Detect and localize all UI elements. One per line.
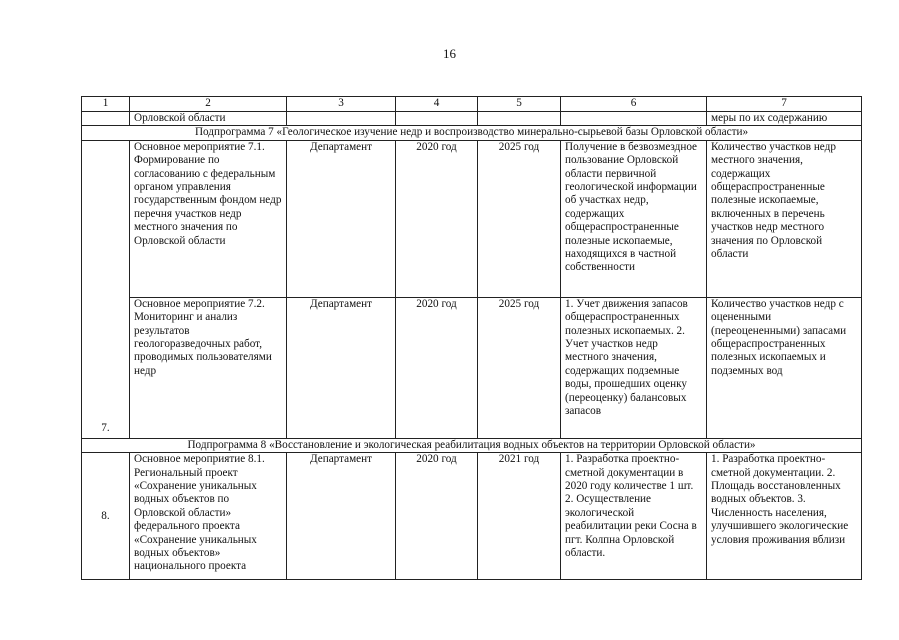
start-year-cell: 2020 год xyxy=(396,297,478,438)
executor-cell: Департамент xyxy=(287,453,396,580)
activity-cell: Основное мероприятие 7.1. Формирование по согласованию с федеральным органом управления государственным фондом недр перечня участков недр местного значения по Орловской области xyxy=(130,140,287,297)
table-row xyxy=(82,140,862,297)
continuation-indicator: меры по их содержанию xyxy=(707,112,862,126)
header-cell-7: 7 xyxy=(707,97,862,112)
indicator-cell: 1. Разработка проектно-сметной документации. 2. Площадь восстановленных водных объектов. 3. Численность населения, улучшившего экологические условия проживания вблизи xyxy=(707,453,862,580)
indicator-cell: Количество участков недр с оцененными (переоцененными) запасами общераспространенных полезных ископаемых и подземных вод xyxy=(707,297,862,438)
result-cell: Получение в безвозмездное пользование Орловской области первичной геологической информации об участках недр, содержащих общераспространенные полезные ископаемые, находящихся в частной собственности xyxy=(561,140,707,297)
continuation-cell-5 xyxy=(478,112,561,126)
header-cell-1: 1 xyxy=(82,97,130,112)
executor-cell: Департамент xyxy=(287,140,396,297)
subprogram-8-title-row xyxy=(82,438,862,452)
row-number-8: 8. xyxy=(82,453,130,580)
header-cell-2: 2 xyxy=(130,97,287,112)
table-row xyxy=(82,297,862,438)
end-year-cell: 2021 год xyxy=(478,453,561,580)
executor-cell: Департамент xyxy=(287,297,396,438)
continuation-cell-3 xyxy=(287,112,396,126)
row-number-7: 7. xyxy=(82,140,130,438)
header-row xyxy=(82,97,862,112)
program-table xyxy=(81,96,862,580)
continuation-cell-6 xyxy=(561,112,707,126)
activity-cell: Основное мероприятие 7.2. Мониторинг и анализ результатов геологоразведочных работ, проводимых пользователями недр xyxy=(130,297,287,438)
table-row xyxy=(82,453,862,580)
subprogram-7-title: Подпрограмма 7 «Геологическое изучение недр и воспроизводство минерально-сырьевой базы Орловской области» xyxy=(82,126,862,140)
start-year-cell: 2020 год xyxy=(396,453,478,580)
header-cell-6: 6 xyxy=(561,97,707,112)
end-year-cell: 2025 год xyxy=(478,297,561,438)
continuation-cell-1 xyxy=(82,112,130,126)
activity-cell: Основное мероприятие 8.1. Региональный проект «Сохранение уникальных водных объектов по Орловской области» федерального проекта «Сохранение уникальных водных объектов» национального проекта xyxy=(130,453,287,580)
continuation-cell-4 xyxy=(396,112,478,126)
start-year-cell: 2020 год xyxy=(396,140,478,297)
end-year-cell: 2025 год xyxy=(478,140,561,297)
continuation-row xyxy=(82,112,862,126)
result-cell: 1. Разработка проектно-сметной документации в 2020 году количестве 1 шт. 2. Осуществление экологической реабилитации реки Сосна в пгт. Колпна Орловской области. xyxy=(561,453,707,580)
subprogram-8-title: Подпрограмма 8 «Восстановление и экологическая реабилитация водных объектов на территории Орловской области» xyxy=(82,438,862,452)
page-number: 16 xyxy=(443,46,456,61)
header-cell-3: 3 xyxy=(287,97,396,112)
header-cell-4: 4 xyxy=(396,97,478,112)
header-cell-5: 5 xyxy=(478,97,561,112)
continuation-activity: Орловской области xyxy=(130,112,287,126)
indicator-cell: Количество участков недр местного значения, содержащих общераспространенные полезные ископаемые, включенных в перечень участков недр местного значения по Орловской области xyxy=(707,140,862,297)
subprogram-7-title-row xyxy=(82,126,862,140)
result-cell: 1. Учет движения запасов общераспространенных полезных ископаемых. 2. Учет участков недр местного значения, содержащих подземные воды, прошедших оценку (переоценку) балансовых запасов xyxy=(561,297,707,438)
